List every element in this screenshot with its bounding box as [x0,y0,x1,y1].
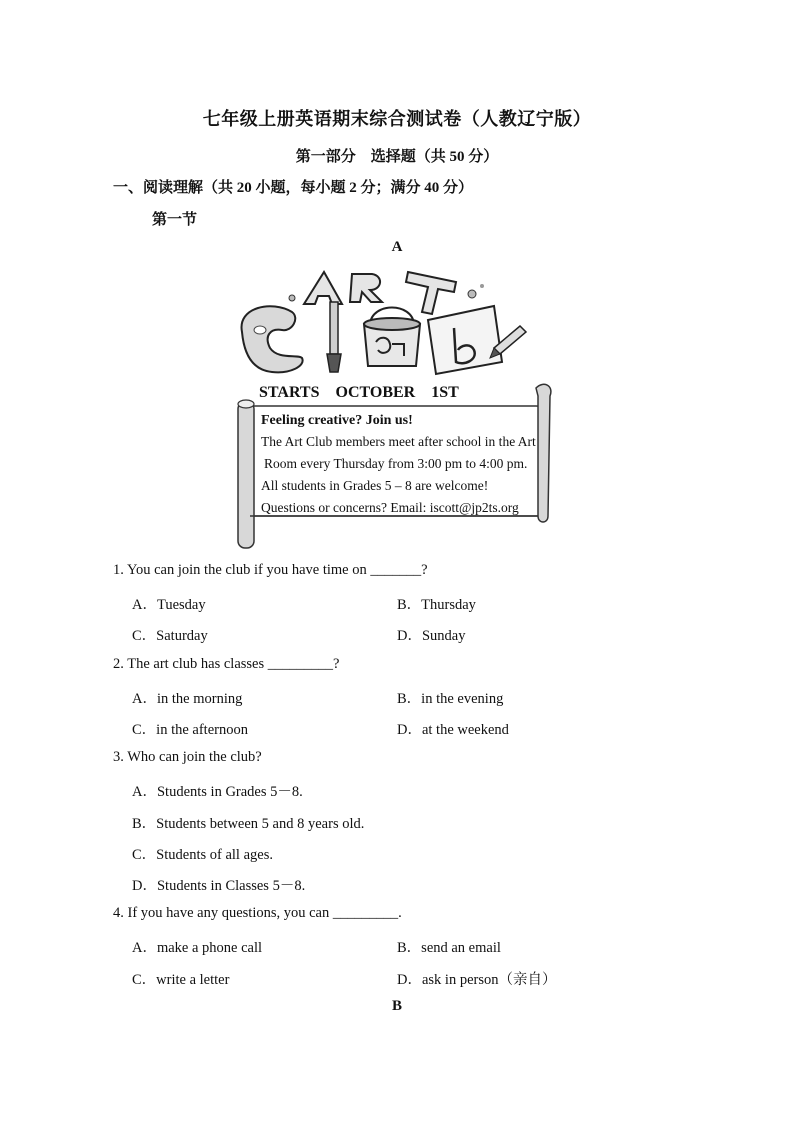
q4-option-c[interactable]: C．write a letter [132,972,230,988]
q1-option-a[interactable]: A．Tuesday [132,597,206,613]
q4-option-b[interactable]: B．send an email [397,940,501,956]
q4-option-a[interactable]: A．make a phone call [132,940,263,956]
question-1-stem: 1. You can join the club if you have time on _______? [113,562,428,578]
q3-option-a[interactable]: A．Students in Grades 5－8. [132,784,303,800]
poster-line-4: All students in Grades 5 – 8 are welcome! [261,478,489,493]
q1-option-c[interactable]: C．Saturday [132,628,208,644]
q3-option-d[interactable]: D．Students in Classes 5－8. [132,878,306,894]
poster-banner: STARTS OCTOBER 1ST [259,384,459,401]
q1-option-b[interactable]: B．Thursday [397,597,476,613]
question-4-stem: 4. If you have any questions, you can _________. [113,905,402,921]
passage-a-label: A [391,239,403,255]
q3-option-b[interactable]: B．Students between 5 and 8 years old. [132,816,365,832]
question-2-stem: 2. The art club has classes _________? [113,656,340,672]
q2-option-b[interactable]: B．in the evening [397,691,504,707]
art-club-poster [232,262,554,550]
part-heading: 第一部分 选择题（共 50 分） [295,149,499,165]
q2-option-a[interactable]: A．in the morning [132,691,243,707]
poster-line-3: Room every Thursday from 3:00 pm to 4:00 pm. [264,456,528,471]
passage-b-label: B [391,998,402,1014]
q2-option-d[interactable]: D．at the weekend [397,722,509,738]
art-club-logo [242,272,526,374]
poster-line-5: Questions or concerns? Email: iscott@jp2ts.org [261,500,519,515]
q2-option-c[interactable]: C．in the afternoon [132,722,248,738]
q1-option-d[interactable]: D．Sunday [397,628,466,644]
poster-line-1: Feeling creative? Join us! [261,413,413,428]
poster-line-2: The Art Club members meet after school in the Art [261,434,536,449]
q4-option-d[interactable]: D．ask in person（亲自） [397,972,557,988]
page-title: 七年级上册英语期末综合测试卷（人教辽宁版） [202,109,592,129]
q3-option-c[interactable]: C．Students of all ages. [132,847,273,863]
section-heading: 一、阅读理解（共 20 小题，每小题 2 分；满分 40 分） [113,180,474,196]
question-3-stem: 3. Who can join the club? [113,749,262,765]
subsection-heading: 第一节 [152,212,198,228]
